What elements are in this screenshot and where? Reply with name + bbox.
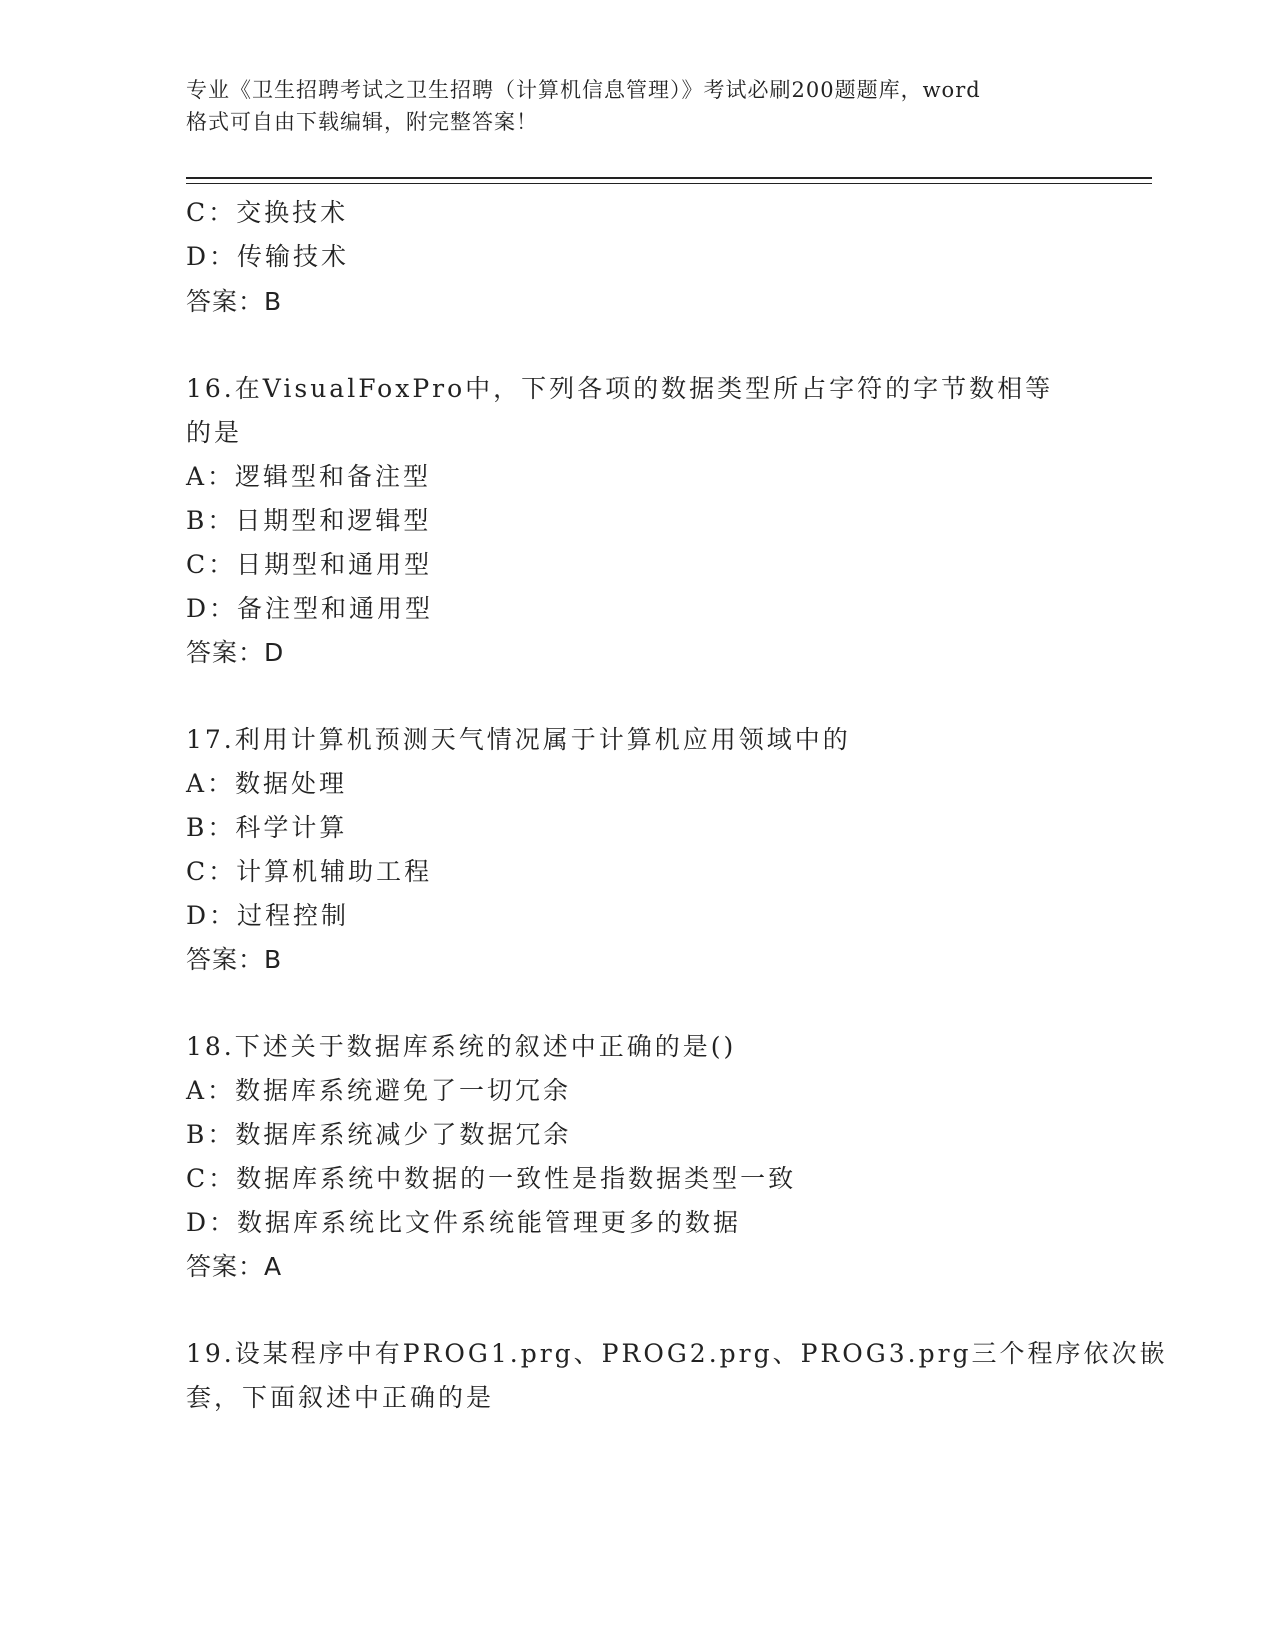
q18-stem: 18.下述关于数据库系统的叙述中正确的是() <box>186 1032 737 1061</box>
q19-stem-line-2: 套，下面叙述中正确的是 <box>186 1383 495 1412</box>
q16-stem-line-2: 的是 <box>186 418 243 447</box>
q16-option-b: B：日期型和逻辑型 <box>186 506 432 535</box>
q18-option-c: C：数据库系统中数据的一致性是指数据类型一致 <box>186 1164 797 1193</box>
header-line-1: 专业《卫生招聘考试之卫生招聘（计算机信息管理）》考试必刷200题题库，word <box>186 78 981 102</box>
q18-option-d: D：数据库系统比文件系统能管理更多的数据 <box>186 1208 742 1237</box>
q19-stem-line-1: 19.设某程序中有PROG1.prg、PROG2.prg、PROG3.prg三个程序依次嵌 <box>186 1339 1168 1368</box>
q18-option-b: B：数据库系统减少了数据冗余 <box>186 1120 572 1149</box>
q17-option-c: C：计算机辅助工程 <box>186 857 433 886</box>
q18-answer: 答案：A <box>186 1252 283 1281</box>
header-divider-thin <box>186 183 1152 184</box>
q16-option-d: D：备注型和通用型 <box>186 594 434 623</box>
q15-answer: 答案：B <box>186 287 283 316</box>
q16-option-a: A：逻辑型和备注型 <box>186 462 432 491</box>
q16-option-c: C：日期型和通用型 <box>186 550 433 579</box>
header-divider-thick <box>186 177 1152 179</box>
q18-option-a: A：数据库系统避免了一切冗余 <box>186 1076 572 1105</box>
q16-answer: 答案：D <box>186 638 285 667</box>
q17-option-b: B：科学计算 <box>186 813 348 842</box>
q15-option-c: C：交换技术 <box>186 198 349 227</box>
header-line-2: 格式可自由下载编辑，附完整答案！ <box>186 110 538 134</box>
q17-option-a: A：数据处理 <box>186 769 348 798</box>
document-header <box>186 74 1096 138</box>
q15-option-d: D：传输技术 <box>186 242 350 271</box>
q17-answer: 答案：B <box>186 945 283 974</box>
q17-stem: 17.利用计算机预测天气情况属于计算机应用领域中的 <box>186 725 851 754</box>
q16-stem-line-1: 16.在VisualFoxPro中，下列各项的数据类型所占字符的字节数相等 <box>186 374 1054 403</box>
q17-option-d: D：过程控制 <box>186 901 350 930</box>
